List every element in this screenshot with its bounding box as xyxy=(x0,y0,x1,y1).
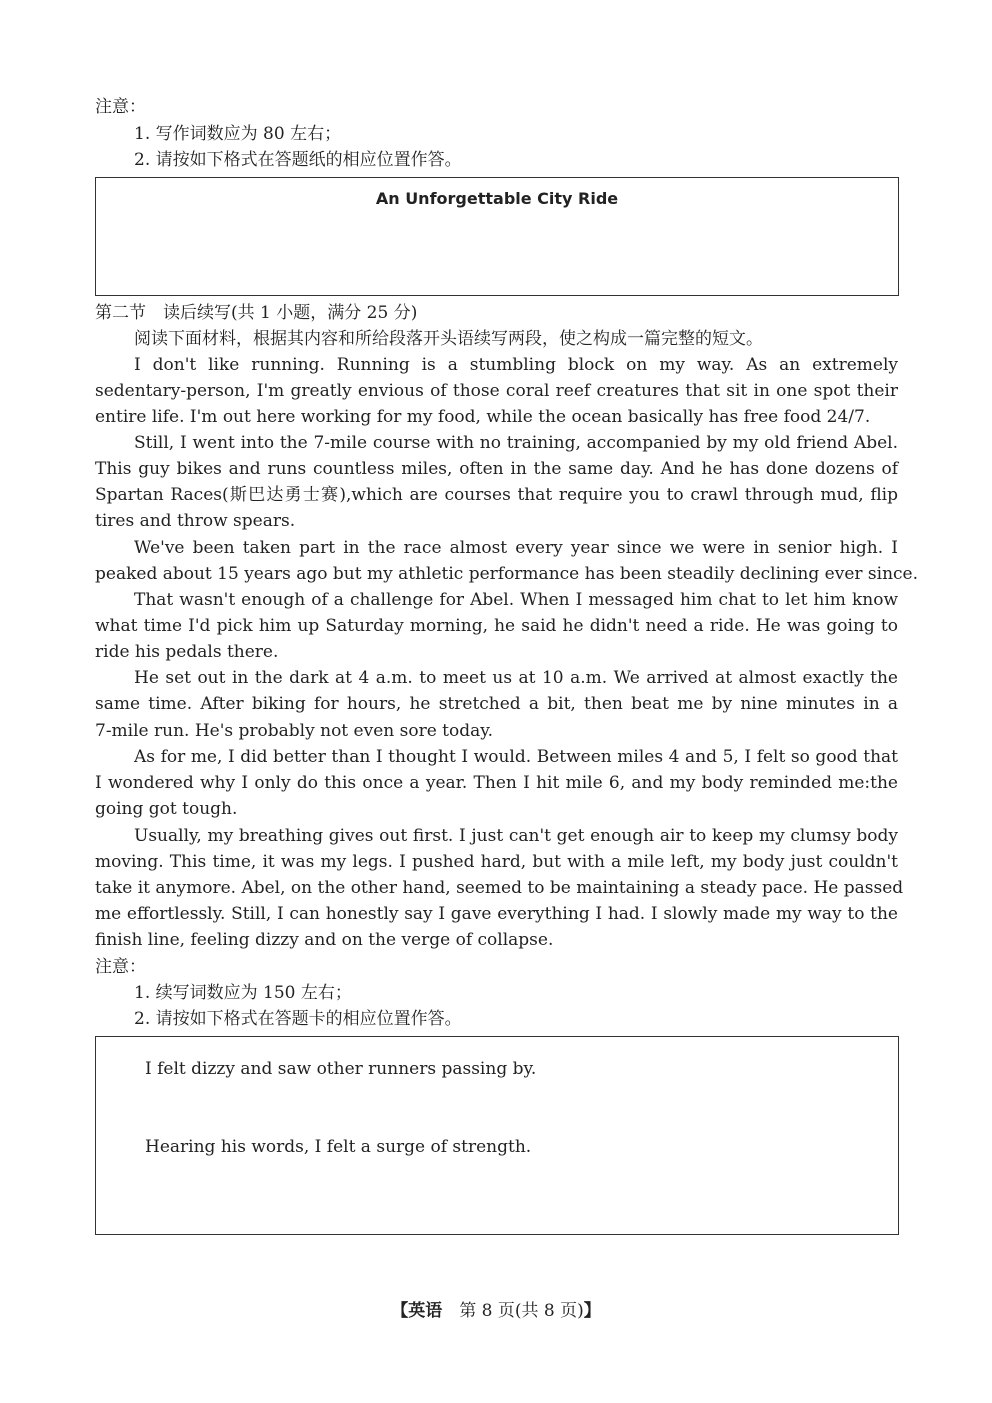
note-item-2-1: 1. 续写词数应为 150 左右； xyxy=(134,983,352,1003)
writing-answer-box xyxy=(95,177,899,296)
passage-line: me effortlessly. Still, I can honestly say I gave everything I had. I slowly made my way to the xyxy=(95,904,898,924)
section-instruction: 阅读下面材料，根据其内容和所给段落开头语续写两段，使之构成一篇完整的短文。 xyxy=(134,329,763,349)
passage-line: As for me, I did better than I thought I would. Between miles 4 and 5, I felt so good that xyxy=(134,747,898,767)
passage-line: moving. This time, it was my legs. I pushed hard, but with a mile left, my body just couldn't xyxy=(95,852,898,872)
passage-line: This guy bikes and runs countless miles, often in the same day. And he has done dozens of xyxy=(95,459,898,479)
passage-line: finish line, feeling dizzy and on the verge of collapse. xyxy=(95,930,554,950)
passage-line: sedentary-person, I'm greatly envious of those coral reef creatures that sit in one spot their xyxy=(95,381,898,401)
paragraph-opener-2: Hearing his words, I felt a surge of strength. xyxy=(145,1137,532,1157)
footer-open-bracket: 【 xyxy=(391,1301,409,1321)
passage-line: Still, I went into the 7-mile course with no training, accompanied by my old friend Abel. xyxy=(134,433,898,453)
passage-line: 7-mile run. He's probably not even sore today. xyxy=(95,721,494,741)
passage-line: That wasn't enough of a challenge for Abel. When I messaged him chat to let him know xyxy=(134,590,898,610)
section-heading: 第二节 读后续写(共 1 小题，满分 25 分) xyxy=(95,303,418,323)
passage-line: what time I'd pick him up Saturday morning, he said he didn't need a ride. He was going to xyxy=(95,616,898,636)
page-footer xyxy=(0,1296,992,1321)
paragraph-opener-1: I felt dizzy and saw other runners passing by. xyxy=(145,1059,537,1079)
note-item-2-2: 2. 请按如下格式在答题卡的相应位置作答。 xyxy=(134,1009,462,1029)
writing-box-title: An Unforgettable City Ride xyxy=(375,189,619,208)
passage-line: He set out in the dark at 4 a.m. to meet us at 10 a.m. We arrived at almost exactly the xyxy=(134,668,898,688)
passage-line: entire life. I'm out here working for my food, while the ocean basically has free food 24/7. xyxy=(95,407,871,427)
passage-line: ride his pedals there. xyxy=(95,642,279,662)
passage-line: I wondered why I only do this once a year. Then I hit mile 6, and my body reminded me:the xyxy=(95,773,898,793)
passage-line: We've been taken part in the race almost every year since we were in senior high. I xyxy=(134,538,898,558)
note-label-1: 注意： xyxy=(95,97,146,117)
passage-line: take it anymore. Abel, on the other hand, seemed to be maintaining a steady pace. He passed xyxy=(95,878,904,898)
passage-line: I don't like running. Running is a stumbling block on my way. As an extremely xyxy=(134,355,898,375)
note-label-2: 注意： xyxy=(95,957,146,977)
passage-line: same time. After biking for hours, he stretched a bit, then beat me by nine minutes in a xyxy=(95,694,898,714)
footer-page-number: 第 8 页(共 8 页) xyxy=(459,1301,584,1321)
note-item-1-2: 2. 请按如下格式在答题纸的相应位置作答。 xyxy=(134,150,462,170)
passage-line: Usually, my breathing gives out first. I just can't get enough air to keep my clumsy body xyxy=(134,826,898,846)
passage-line: going got tough. xyxy=(95,799,238,819)
passage-line: peaked about 15 years ago but my athletic performance has been steadily declining ever since. xyxy=(95,564,919,584)
passage-line: Spartan Races(斯巴达勇士赛),which are courses that require you to crawl through mud, flip xyxy=(95,485,898,505)
footer-subject: 英语 xyxy=(408,1301,443,1321)
passage-line: tires and throw spears. xyxy=(95,511,296,531)
continuation-answer-box xyxy=(95,1036,899,1235)
note-item-1-1: 1. 写作词数应为 80 左右； xyxy=(134,124,342,144)
footer-close-bracket: 】 xyxy=(583,1301,601,1321)
